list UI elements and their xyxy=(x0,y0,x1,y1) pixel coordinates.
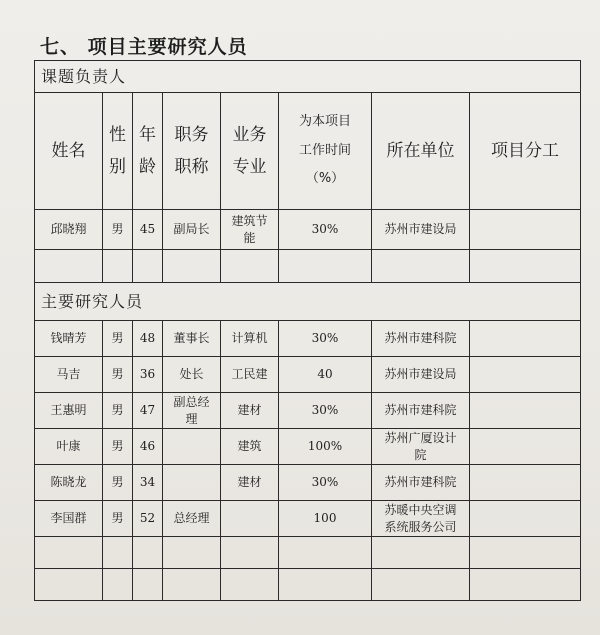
header-major: 业务 专业 xyxy=(221,93,279,210)
member-name: 王惠明 xyxy=(35,393,103,429)
member-gender: 男 xyxy=(103,465,133,501)
leader-major: 建筑节 能 xyxy=(221,210,279,250)
member-title xyxy=(163,429,221,465)
member-row xyxy=(35,465,581,501)
member-name: 马吉 xyxy=(35,357,103,393)
member-unit: 苏州市建科院 xyxy=(372,393,470,429)
leader-section-label: 课题负责人 xyxy=(35,61,581,93)
member-major: 建筑 xyxy=(221,429,279,465)
leader-title: 副局长 xyxy=(163,210,221,250)
header-gender: 性 别 xyxy=(103,93,133,210)
member-title: 董事长 xyxy=(163,321,221,357)
member-name: 陈晓龙 xyxy=(35,465,103,501)
members-section-label: 主要研究人员 xyxy=(35,283,581,321)
member-major: 计算机 xyxy=(221,321,279,357)
member-role xyxy=(470,501,581,537)
member-unit: 苏州广厦设计 院 xyxy=(372,429,470,465)
member-age: 34 xyxy=(133,465,163,501)
member-role xyxy=(470,357,581,393)
personnel-table xyxy=(34,60,581,601)
member-role xyxy=(470,321,581,357)
leader-unit: 苏州市建设局 xyxy=(372,210,470,250)
member-gender: 男 xyxy=(103,357,133,393)
section-title: 七、 项目主要研究人员 xyxy=(40,36,248,58)
member-percent: 100 xyxy=(279,501,372,537)
member-gender: 男 xyxy=(103,501,133,537)
header-name: 姓名 xyxy=(35,93,103,210)
member-row xyxy=(35,357,581,393)
header-unit: 所在单位 xyxy=(372,93,470,210)
leader-gender: 男 xyxy=(103,210,133,250)
member-age: 48 xyxy=(133,321,163,357)
leader-name: 邱晓翔 xyxy=(35,210,103,250)
member-age: 52 xyxy=(133,501,163,537)
empty-row xyxy=(35,537,581,569)
member-percent: 30% xyxy=(279,321,372,357)
member-gender: 男 xyxy=(103,393,133,429)
member-major xyxy=(221,501,279,537)
member-major: 建材 xyxy=(221,465,279,501)
table-header-row xyxy=(35,93,581,210)
member-name: 李国群 xyxy=(35,501,103,537)
member-title: 副总经 理 xyxy=(163,393,221,429)
member-age: 47 xyxy=(133,393,163,429)
member-row xyxy=(35,393,581,429)
member-title: 处长 xyxy=(163,357,221,393)
header-title: 职务 职称 xyxy=(163,93,221,210)
empty-row xyxy=(35,250,581,283)
member-row xyxy=(35,501,581,537)
leader-percent: 30% xyxy=(279,210,372,250)
member-role xyxy=(470,429,581,465)
header-role: 项目分工 xyxy=(470,93,581,210)
header-age: 年 龄 xyxy=(133,93,163,210)
empty-row xyxy=(35,569,581,601)
member-title: 总经理 xyxy=(163,501,221,537)
member-unit: 苏暖中央空调 系统服务公司 xyxy=(372,501,470,537)
leader-age: 45 xyxy=(133,210,163,250)
member-major: 建材 xyxy=(221,393,279,429)
member-major: 工民建 xyxy=(221,357,279,393)
member-percent: 30% xyxy=(279,393,372,429)
member-role xyxy=(470,393,581,429)
member-age: 46 xyxy=(133,429,163,465)
header-worktime: 为本项目 工作时间 （%） xyxy=(279,93,372,210)
member-percent: 40 xyxy=(279,357,372,393)
member-percent: 30% xyxy=(279,465,372,501)
leader-role xyxy=(470,210,581,250)
member-unit: 苏州市建设局 xyxy=(372,357,470,393)
member-name: 叶康 xyxy=(35,429,103,465)
member-row xyxy=(35,429,581,465)
member-row xyxy=(35,321,581,357)
leader-row xyxy=(35,210,581,250)
member-role xyxy=(470,465,581,501)
member-unit: 苏州市建科院 xyxy=(372,465,470,501)
member-title xyxy=(163,465,221,501)
member-age: 36 xyxy=(133,357,163,393)
member-gender: 男 xyxy=(103,429,133,465)
member-name: 钱晴芳 xyxy=(35,321,103,357)
member-percent: 100% xyxy=(279,429,372,465)
member-unit: 苏州市建科院 xyxy=(372,321,470,357)
member-gender: 男 xyxy=(103,321,133,357)
